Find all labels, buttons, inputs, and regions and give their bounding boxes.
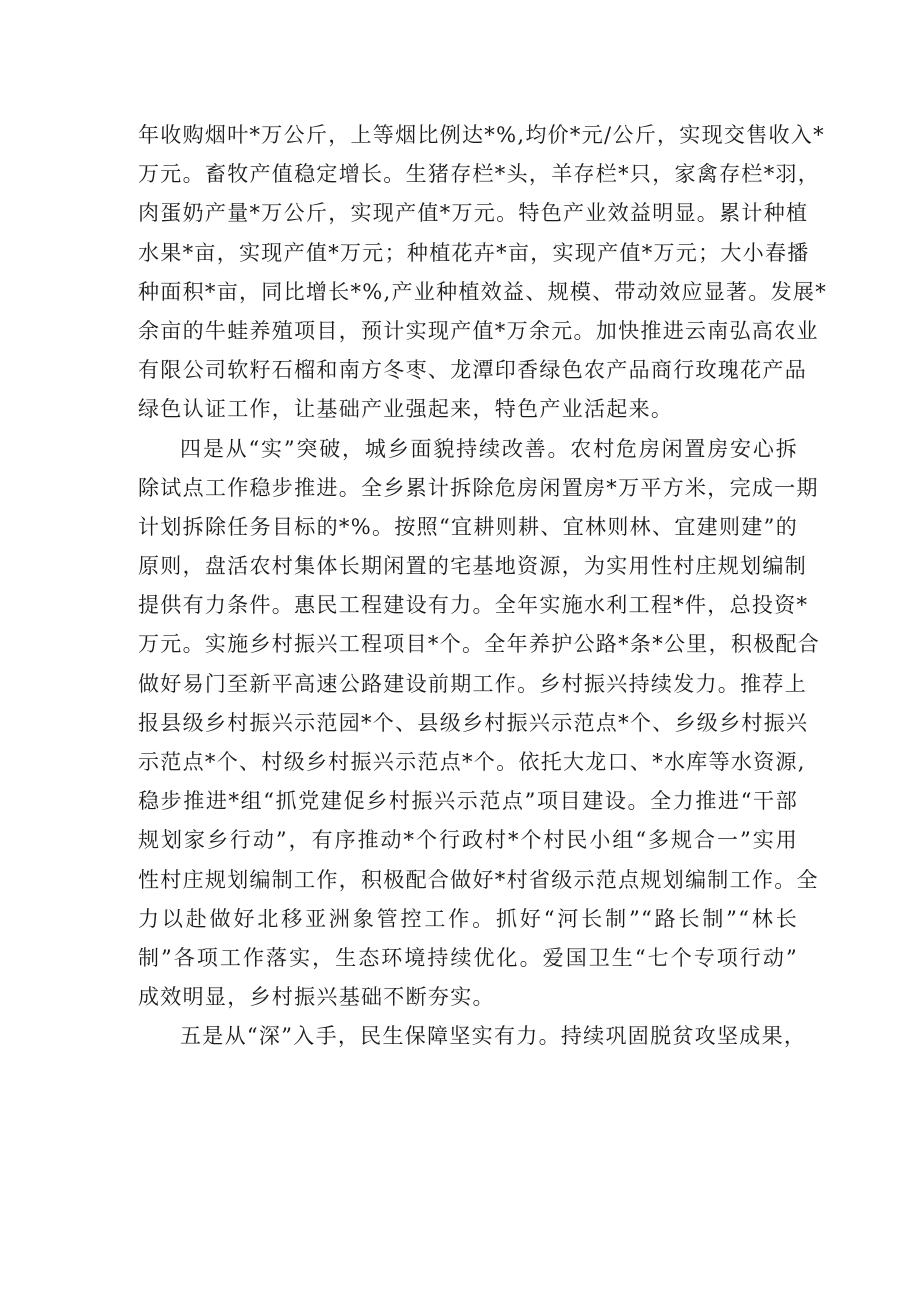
text-line: 年收购烟叶*万公斤，上等烟比例达*%,均价*元/公斤，实现交售收入* <box>138 123 825 147</box>
text-line: 力以赴做好北移亚洲象管控工作。抓好“河长制”“路长制”“林长 <box>138 906 798 931</box>
paragraph-heading-line: 四是从“实”突破，城乡面貌持续改善。农村危房闲置房安心拆 <box>180 436 798 461</box>
text-line: 制”各项工作落实，生态环境持续优化。爱国卫生“七个专项行动” <box>138 945 798 970</box>
text-line: 原则，盘活农村集体长期闲置的宅基地资源，为实用性村庄规划编制 <box>138 554 807 579</box>
text-line: 提供有力条件。惠民工程建设有力。全年实施水利工程*件，总投资* <box>138 593 809 618</box>
text-line: 水果*亩，实现产值*万元；种植花卉*亩，实现产值*万元；大小春播 <box>138 240 810 265</box>
text-line: 性村庄规划编制工作，积极配合做好*村省级示范点规划编制工作。全 <box>138 867 819 892</box>
text-line: 稳步推进*组“抓党建促乡村振兴示范点”项目建设。全力推进“干部 <box>138 789 798 814</box>
text-line: 万元。畜牧产值稳定增长。生猪存栏*头，羊存栏*只，家禽存栏*羽， <box>138 162 821 187</box>
text-line: 绿色认证工作，让基础产业强起来，特色产业活起来。 <box>138 397 674 422</box>
text-line: 有限公司软籽石榴和南方冬枣、龙潭印香绿色农产品商行玫瑰花产品 <box>138 358 807 383</box>
text-line: 计划拆除任务目标的*%。按照“宜耕则耕、宜林则林、宜建则建”的 <box>138 514 798 539</box>
text-line: 除试点工作稳步推进。全乡累计拆除危房闲置房*万平方米，完成一期 <box>138 475 819 500</box>
text-line: 成效明显，乡村振兴基础不断夯实。 <box>138 985 495 1010</box>
body-text <box>138 116 828 1057</box>
text-line: 肉蛋奶产量*万公斤，实现产值*万元。特色产业效益明显。累计种植 <box>138 201 809 226</box>
paragraph-heading-line: 五是从“深”入手，民生保障坚实有力。持续巩固脱贫攻坚成果， <box>180 1024 807 1049</box>
text-line: 万元。实施乡村振兴工程项目*个。全年养护公路*条*公里，积极配合 <box>138 632 821 657</box>
text-line: 报县级乡村振兴示范园*个、县级乡村振兴示范点*个、乡级乡村振兴 <box>138 710 809 735</box>
text-line: 规划家乡行动”，有序推动*个行政村*个村民小组“多规合一”实用 <box>138 828 798 853</box>
text-line: 做好易门至新平高速公路建设前期工作。乡村振兴持续发力。推荐上 <box>138 671 807 696</box>
text-line: 余亩的牛蛙养殖项目，预计实现产值*万余元。加快推进云南弘高农业 <box>138 318 819 343</box>
text-line: 示范点*个、村级乡村振兴示范点*个。依托大龙口、*水库等水资源, <box>138 750 806 774</box>
text-line: 种面积*亩，同比增长*%,产业种植效益、规模、带动效应显著。发展* <box>138 279 828 304</box>
